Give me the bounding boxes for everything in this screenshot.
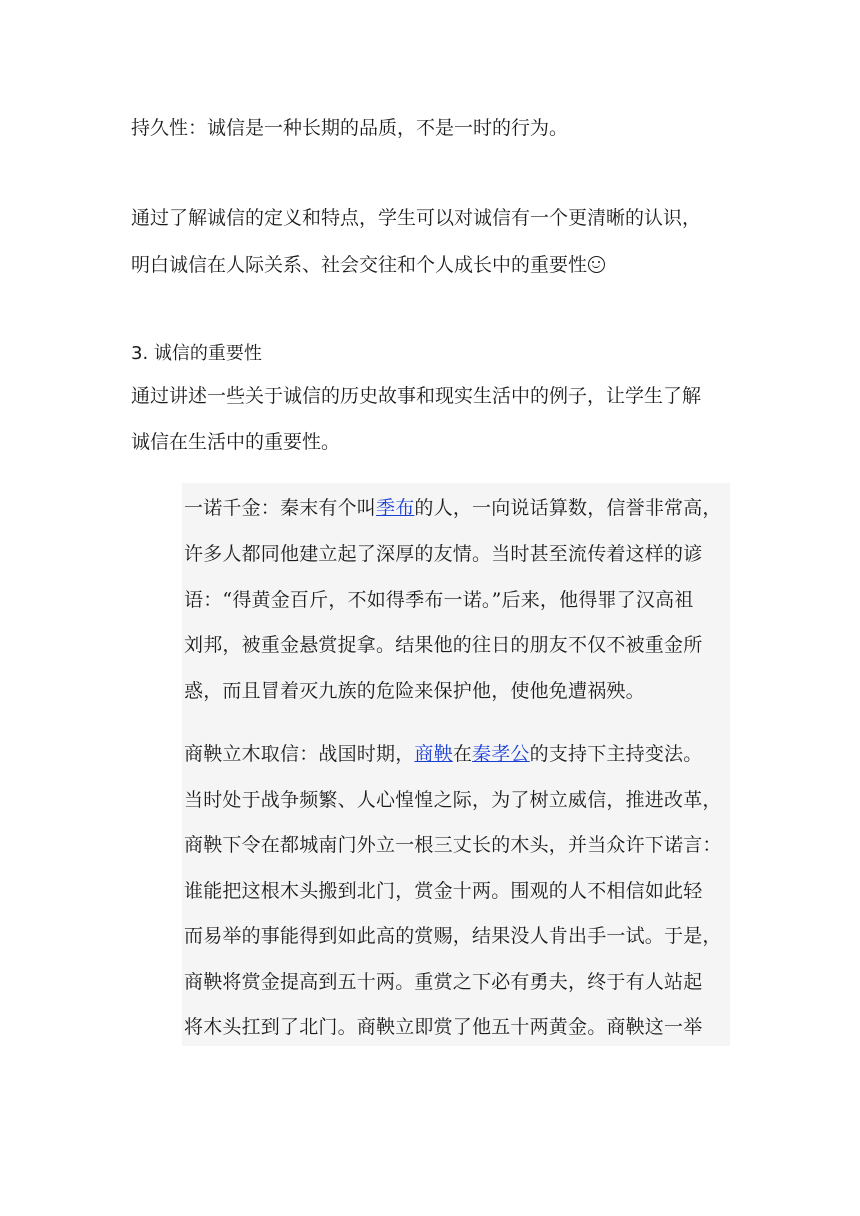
story1-line: 许多人都同他建立起了深厚的友情。当时甚至流传着这样的谚 [184,543,703,565]
story2-line [184,742,702,766]
story1-text: 的人，一向说话算数，信誉非常高， [414,497,722,519]
paragraph-summary-line [131,253,605,277]
story2-text: 商鞅立木取信：战国时期， [184,743,415,765]
story2-line: 当时处于战争频繁、人心惶惶之际，为了树立威信，推进改革， [184,789,722,811]
link-jibu[interactable]: 季布 [376,497,415,519]
link-shangyang[interactable]: 商鞅 [414,743,453,765]
summary-text: 明白诚信在人际关系、社会交往和个人成长中的重要性 [131,254,588,276]
story2-line: 商鞅下令在都城南门外立一根三丈长的木头，并当众许下诺言： [184,834,722,856]
story1-line: 语：“得黄金百斤，不如得季布一诺。”后来，他得罪了汉高祖 [184,589,694,611]
story2-line: 商鞅将赏金提高到五十两。重赏之下必有勇夫，终于有人站起 [184,971,703,993]
story1-text: 一诺千金：秦末有个叫 [184,497,377,519]
paragraph-intro-line: 通过讲述一些关于诚信的历史故事和现实生活中的例子，让学生了解 [131,385,702,407]
story1-line: 惑，而且冒着灭九族的危险来保护他，使他免遭祸殃。 [184,680,645,702]
paragraph-summary-line: 通过了解诚信的定义和特点，学生可以对诚信有一个更清晰的认识， [131,207,702,229]
story2-line: 将木头扛到了北门。商鞅立即赏了他五十两黄金。商鞅这一举 [184,1016,703,1038]
story2-line: 谁能把这根木头搬到北门，赏金十两。围观的人不相信如此轻 [184,880,703,902]
section-heading: 3. 诚信的重要性 [131,343,262,364]
story2-text: 在 [452,743,473,765]
story2-line: 而易举的事能得到如此高的赏赐，结果没人肯出手一试。于是， [184,925,722,947]
story1-line: 刘邦，被重金悬赏捉拿。结果他的往日的朋友不仅不被重金所 [184,634,703,656]
paragraph-persistence: 持久性：诚信是一种长期的品质，不是一时的行为。 [131,117,569,139]
story1-line [184,496,722,520]
link-qin-xiaogong[interactable]: 秦孝公 [472,743,530,765]
paragraph-intro-line: 诚信在生活中的重要性。 [131,431,341,453]
story2-text: 的支持下主持变法。 [529,743,703,765]
smiling-face-icon [588,256,605,273]
